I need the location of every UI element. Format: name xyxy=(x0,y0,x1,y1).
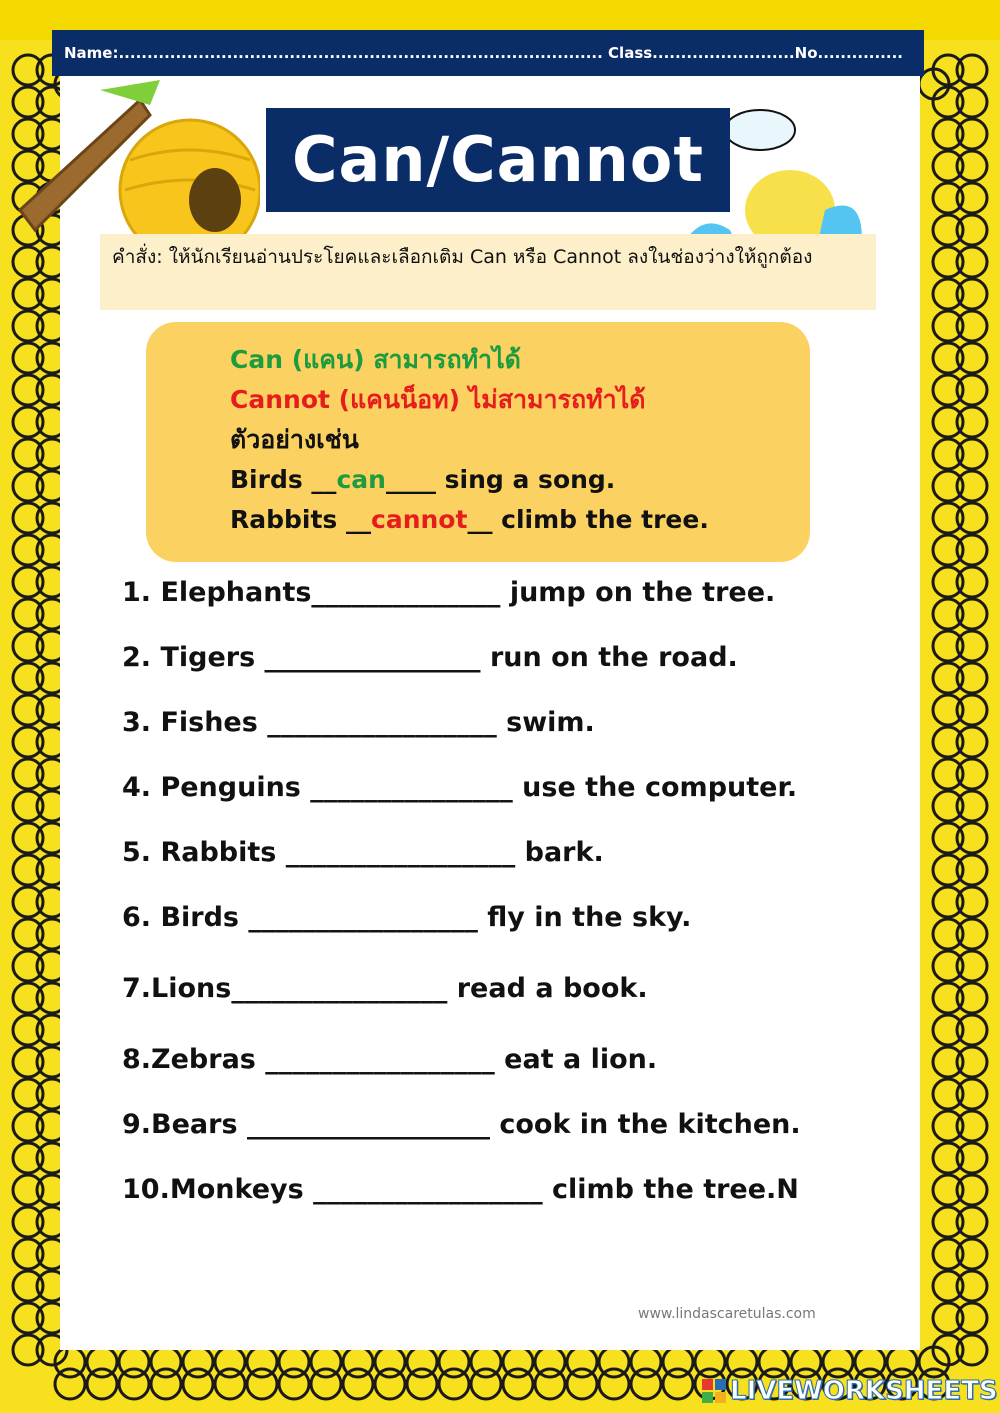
border-scallop xyxy=(407,1369,437,1399)
brand-label: LIVEWORKSHEETS xyxy=(730,1376,998,1406)
border-scallop xyxy=(567,1369,597,1399)
name-class-bar[interactable] xyxy=(52,30,924,76)
worksheet-title: Can/Cannot xyxy=(266,108,730,212)
liveworksheets-logo-icon xyxy=(700,1377,728,1405)
exercise-item-2[interactable]: 2. Tigers ________________ run on the road. xyxy=(122,642,738,673)
example1-after: ____ sing a song. xyxy=(385,465,616,494)
exercise-item-3[interactable]: 3. Fishes _________________ swim. xyxy=(122,707,595,738)
source-watermark: www.lindascaretulas.com xyxy=(638,1306,816,1322)
border-scallop xyxy=(503,1369,533,1399)
instruction-text: คำสั่ง: ให้นักเรียนอ่านประโยคและเลือกเติม Can หรือ Cannot ลงในช่องว่างให้ถูกต้อง xyxy=(100,234,876,310)
example-sentence-2 xyxy=(230,500,810,540)
border-scallop xyxy=(471,1369,501,1399)
liveworksheets-brand[interactable] xyxy=(700,1376,998,1406)
exercise-item-7[interactable]: 7.Lions________________ read a book. xyxy=(122,973,648,1004)
border-scallop xyxy=(279,1369,309,1399)
border-scallop xyxy=(599,1369,629,1399)
example2-after: __ climb the tree. xyxy=(467,505,709,534)
example-sentence-1 xyxy=(230,460,810,500)
cannot-definition: Cannot (แคนน็อท) ไม่สามารถทำได้ xyxy=(230,385,646,414)
border-scallop xyxy=(663,1369,693,1399)
border-scallop xyxy=(247,1369,277,1399)
border-scallop xyxy=(215,1369,245,1399)
border-scallop xyxy=(439,1369,469,1399)
border-scallop xyxy=(183,1369,213,1399)
border-scallop xyxy=(311,1369,341,1399)
exercise-item-1[interactable]: 1. Elephants______________ jump on the tree. xyxy=(122,577,776,608)
border-scallop xyxy=(55,1369,85,1399)
example-heading: ตัวอย่างเช่น xyxy=(230,425,359,454)
exercise-item-10[interactable]: 10.Monkeys _________________ climb the tree.N xyxy=(122,1174,799,1205)
example2-answer: cannot xyxy=(371,505,468,534)
border-scallop xyxy=(375,1369,405,1399)
example1-answer: can xyxy=(336,465,386,494)
exercise-item-6[interactable]: 6. Birds _________________ fly in the sky. xyxy=(122,902,692,933)
exercise-item-9[interactable]: 9.Bears __________________ cook in the kitchen. xyxy=(122,1109,801,1140)
border-scallop xyxy=(87,1369,117,1399)
name-class-number-fields[interactable]: Name:..................................................................................... Class.........................No............... xyxy=(64,44,903,62)
explanation-panel xyxy=(146,322,810,562)
beehive-illustration xyxy=(0,60,260,240)
border-scallop xyxy=(119,1369,149,1399)
border-scallop xyxy=(151,1369,181,1399)
exercise-item-8[interactable]: 8.Zebras _________________ eat a lion. xyxy=(122,1044,658,1075)
exercise-item-4[interactable]: 4. Penguins _______________ use the computer. xyxy=(122,772,798,803)
exercise-item-5[interactable]: 5. Rabbits _________________ bark. xyxy=(122,837,604,868)
border-scallop xyxy=(535,1369,565,1399)
can-definition: Can (แคน) สามารถทำได้ xyxy=(230,345,521,374)
example2-before: Rabbits __ xyxy=(230,505,372,534)
example1-before: Birds __ xyxy=(230,465,337,494)
border-scallop xyxy=(631,1369,661,1399)
border-scallop xyxy=(343,1369,373,1399)
